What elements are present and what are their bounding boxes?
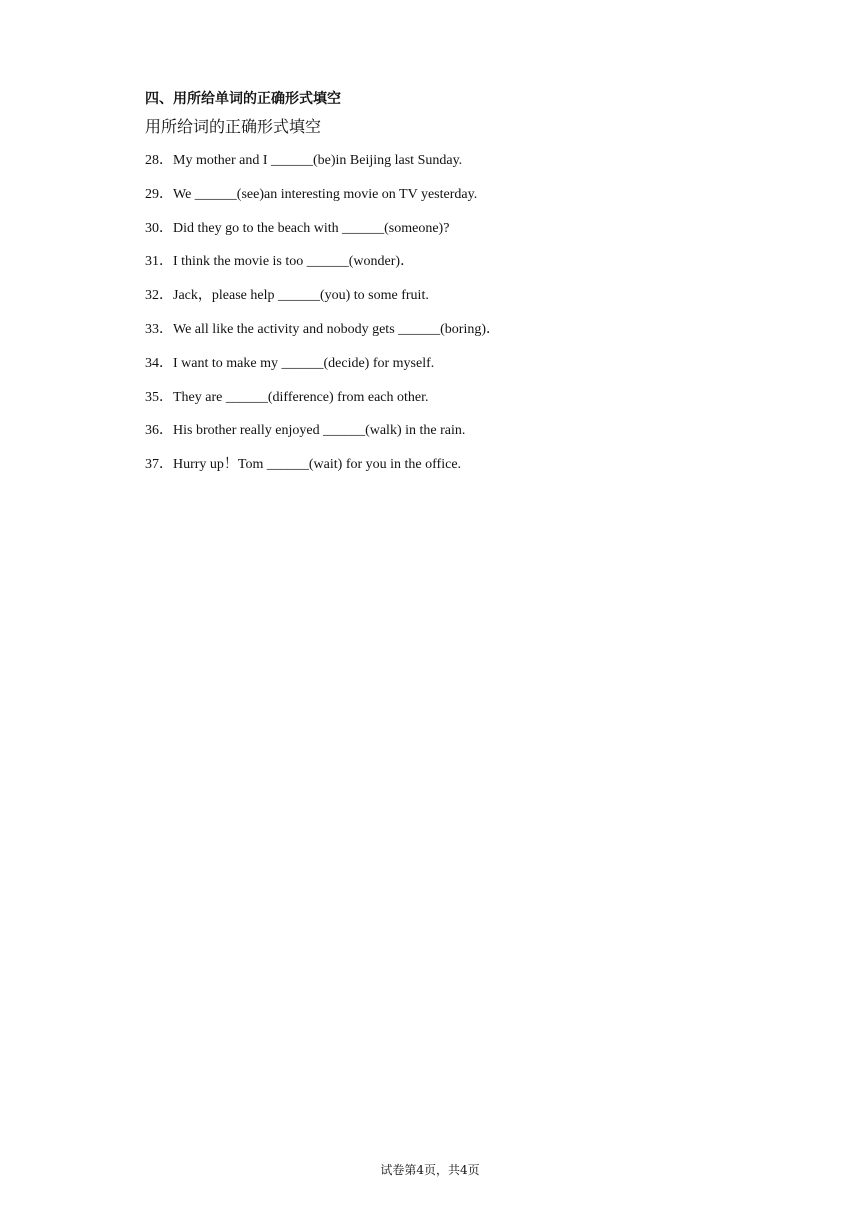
question-number: 33． xyxy=(145,321,173,337)
question-number: 37． xyxy=(145,457,173,473)
question-text: His brother really enjoyed ______(walk) in the rain. xyxy=(173,423,466,439)
page-footer: 试卷第4页，共4页 xyxy=(380,1163,480,1177)
question-number: 28． xyxy=(145,153,173,168)
question-item xyxy=(145,319,500,353)
question-item xyxy=(145,353,500,387)
question-text: We ______(see)an interesting movie on TV yesterday. xyxy=(173,186,478,202)
question-item xyxy=(145,454,500,488)
section-heading: 四、用所给单词的正确形式填空 xyxy=(145,91,341,107)
question-number: 34． xyxy=(145,355,173,371)
question-text: Did they go to the beach with ______(someone)? xyxy=(173,220,450,236)
question-item xyxy=(145,150,500,184)
question-text: They are ______(difference) from each other. xyxy=(173,389,429,405)
question-number: 32． xyxy=(145,288,173,304)
question-text: My mother and I ______(be)in Beijing last Sunday. xyxy=(173,153,463,168)
question-text: Jack，please help ______(you) to some fruit. xyxy=(173,288,429,304)
question-text: We all like the activity and nobody gets ______(boring)． xyxy=(173,321,501,337)
question-number: 31． xyxy=(145,254,173,270)
question-item xyxy=(145,387,500,421)
question-number: 35． xyxy=(145,389,173,405)
question-number: 36． xyxy=(145,423,173,439)
section-instructions: 用所给词的正确形式填空 xyxy=(145,117,322,136)
question-item xyxy=(145,420,500,454)
question-text: I think the movie is too ______(wonder)． xyxy=(173,254,415,270)
question-list xyxy=(145,150,500,488)
question-number: 30． xyxy=(145,220,173,236)
question-text: I want to make my ______(decide) for myself. xyxy=(173,355,435,371)
question-item xyxy=(145,251,500,285)
question-item xyxy=(145,184,500,218)
question-text: Hurry up！Tom ______(wait) for you in the office. xyxy=(173,457,462,473)
question-item xyxy=(145,285,500,319)
question-item xyxy=(145,218,500,252)
question-number: 29． xyxy=(145,186,173,202)
